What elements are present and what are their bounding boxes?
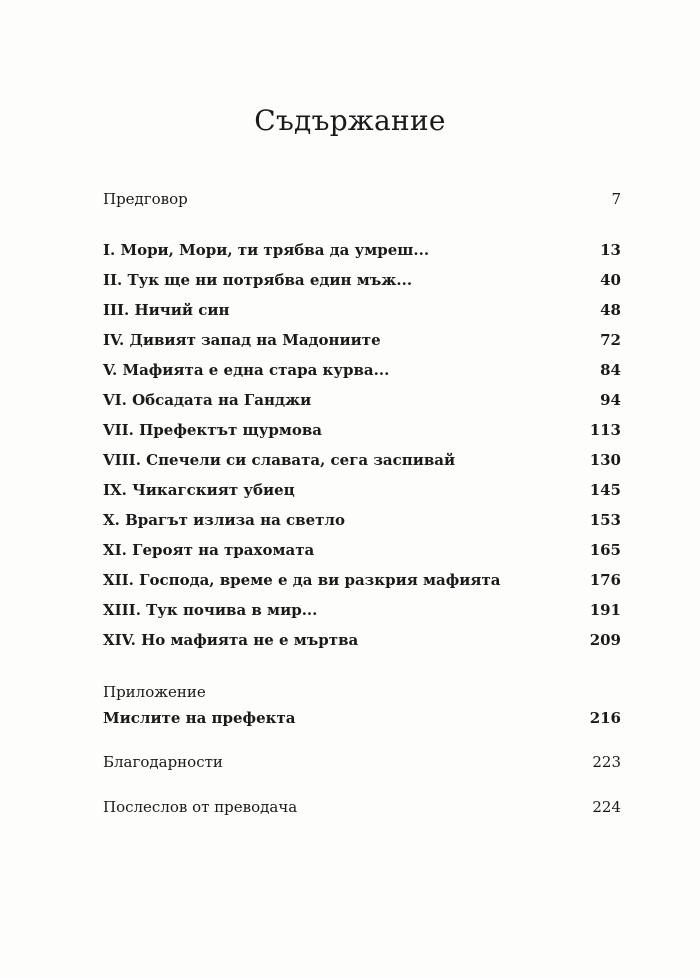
toc-entry-page: 165 xyxy=(589,541,621,559)
toc-entry-afterword[interactable] xyxy=(103,797,621,817)
toc-entry-page: 216 xyxy=(589,709,621,727)
toc-entry-page: 113 xyxy=(589,421,621,439)
toc-entry-page: 40 xyxy=(600,271,621,289)
toc-entry-page: 209 xyxy=(589,631,621,649)
toc-entry-page: 191 xyxy=(589,601,621,619)
toc-entry-page: 153 xyxy=(589,511,621,529)
toc-entry-chapter-4[interactable] xyxy=(103,330,621,350)
toc-entry-chapter-8[interactable] xyxy=(103,450,621,470)
toc-entry-label: IV. Дивият запад на Мадониите xyxy=(103,331,381,349)
toc-entry-label: XIII. Тук почива в мир... xyxy=(103,601,318,619)
appendix-heading: Приложение xyxy=(103,683,206,701)
toc-entry-preface[interactable] xyxy=(103,189,621,209)
toc-entry-label: Послеслов от преводача xyxy=(103,798,298,816)
toc-entry-chapter-7[interactable] xyxy=(103,420,621,440)
toc-entry-chapter-2[interactable] xyxy=(103,270,621,290)
toc-entry-chapter-10[interactable] xyxy=(103,510,621,530)
toc-entry-label: VIII. Спечели си славата, сега заспивай xyxy=(103,451,456,469)
toc-entry-page: 72 xyxy=(600,331,621,349)
toc-entry-chapter-9[interactable] xyxy=(103,480,621,500)
toc-entry-label: Мислите на префекта xyxy=(103,709,296,727)
toc-entry-chapter-14[interactable] xyxy=(103,630,621,650)
toc-entry-page: 224 xyxy=(592,798,621,816)
toc-entry-chapter-11[interactable] xyxy=(103,540,621,560)
toc-entry-label: IX. Чикагският убиец xyxy=(103,481,295,499)
toc-entry-label: XI. Героят на трахомата xyxy=(103,541,315,559)
toc-entry-acknowledgements[interactable] xyxy=(103,752,621,772)
toc-entry-page: 48 xyxy=(600,301,621,319)
toc-entry-page: 223 xyxy=(592,753,621,771)
toc-entry-appendix[interactable] xyxy=(103,708,621,728)
toc-entry-label: I. Мори, Мори, ти трябва да умреш... xyxy=(103,241,430,259)
toc-entry-label: Предговор xyxy=(103,190,188,208)
toc-entry-label: Благодарности xyxy=(103,753,223,771)
toc-entry-label: III. Ничий син xyxy=(103,301,230,319)
toc-entry-chapter-6[interactable] xyxy=(103,390,621,410)
toc-entry-chapter-5[interactable] xyxy=(103,360,621,380)
toc-entry-chapter-12[interactable] xyxy=(103,570,621,590)
toc-entry-label: VI. Обсадата на Ганджи xyxy=(103,391,312,409)
toc-entry-page: 13 xyxy=(600,241,621,259)
toc-entry-page: 145 xyxy=(589,481,621,499)
toc-entry-label: XII. Господа, време е да ви разкрия мафията xyxy=(103,571,501,589)
toc-entry-label: VII. Префектът щурмова xyxy=(103,421,323,439)
toc-entry-chapter-13[interactable] xyxy=(103,600,621,620)
toc-entry-label: X. Врагът излиза на светло xyxy=(103,511,345,529)
toc-entry-page: 7 xyxy=(611,190,621,208)
toc-entry-page: 176 xyxy=(589,571,621,589)
toc-entry-page: 84 xyxy=(600,361,621,379)
toc-entry-page: 130 xyxy=(589,451,621,469)
toc-entry-label: XIV. Но мафията не е мъртва xyxy=(103,631,359,649)
toc-entry-label: V. Мафията е една стара курва... xyxy=(103,361,390,379)
toc-entry-chapter-3[interactable] xyxy=(103,300,621,320)
toc-entry-chapter-1[interactable] xyxy=(103,240,621,260)
page-title: Съдържание xyxy=(254,104,446,137)
toc-entry-page: 94 xyxy=(600,391,621,409)
toc-entry-label: II. Тук ще ни потрябва един мъж... xyxy=(103,271,413,289)
